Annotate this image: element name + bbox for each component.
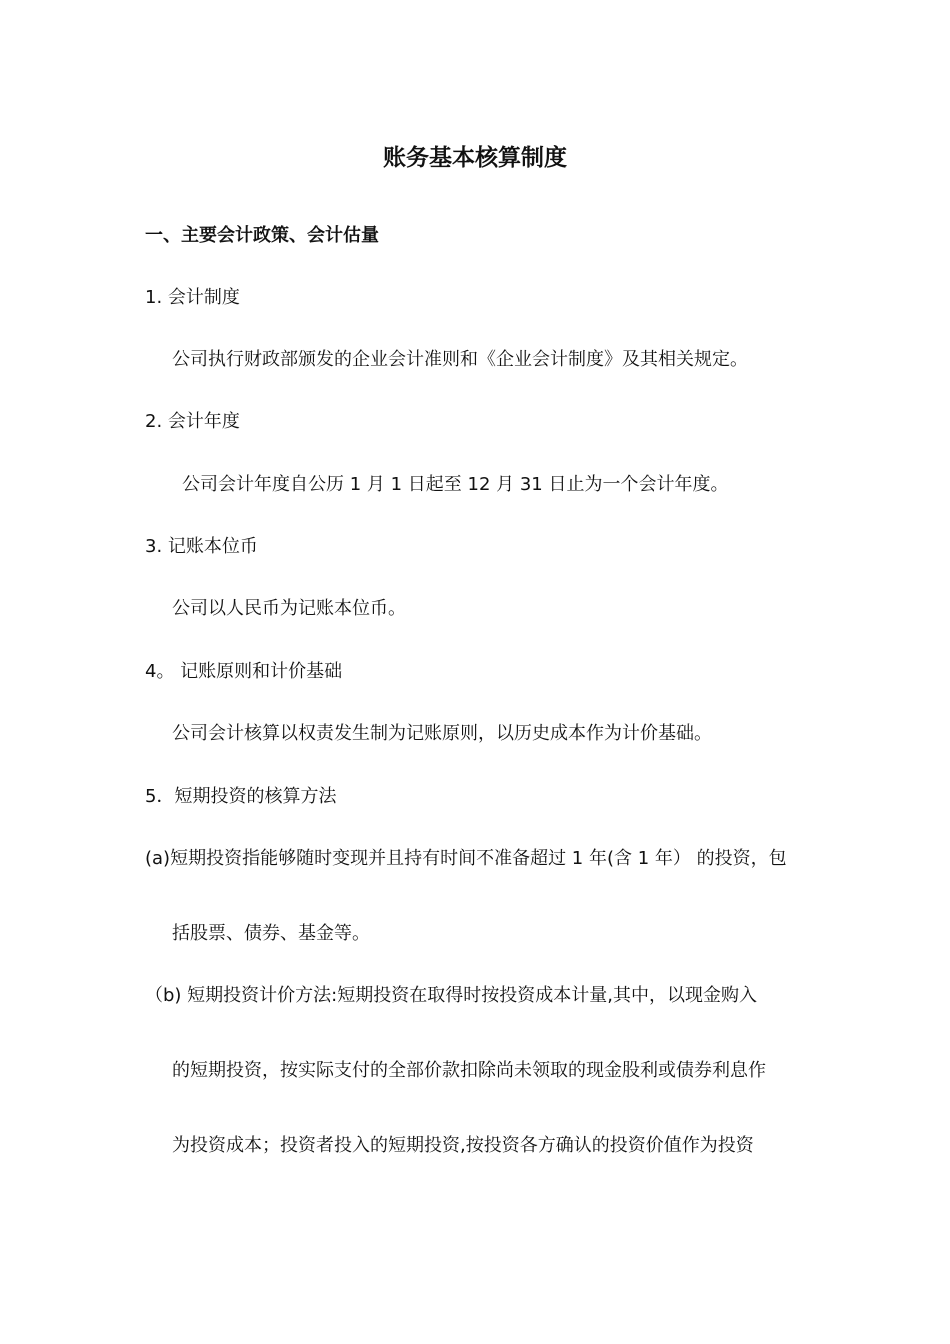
item-4-body: 公司会计核算以权责发生制为记账原则，以历史成本作为计价基础。 bbox=[172, 723, 712, 744]
section-heading: 一、主要会计政策、会计估量 bbox=[145, 225, 379, 246]
document-title: 账务基本核算制度 bbox=[383, 145, 567, 171]
item-2-heading: 2. 会计年度 bbox=[145, 411, 240, 432]
item-1-heading: 1. 会计制度 bbox=[145, 287, 240, 308]
item-2-body: 公司会计年度自公历 1 月 1 日起至 12 月 31 日止为一个会计年度。 bbox=[182, 474, 729, 495]
item-3-body: 公司以人民币为记账本位币。 bbox=[172, 598, 406, 619]
item-5a-line-2: 括股票、债券、基金等。 bbox=[172, 923, 370, 944]
item-5b-line-1: （b) 短期投资计价方法:短期投资在取得时按投资成本计量,其中，以现金购入 bbox=[145, 985, 757, 1006]
item-5-heading: 5．短期投资的核算方法 bbox=[145, 786, 337, 807]
item-5a-line-1: (a)短期投资指能够随时变现并且持有时间不准备超过 1 年(含 1 年） 的投资，包 bbox=[145, 848, 787, 869]
item-5b-line-3: 为投资成本；投资者投入的短期投资,按投资各方确认的投资价值作为投资 bbox=[172, 1135, 754, 1156]
item-1-body: 公司执行财政部颁发的企业会计准则和《企业会计制度》及其相关规定。 bbox=[172, 349, 748, 370]
item-3-heading: 3. 记账本位币 bbox=[145, 536, 258, 557]
item-5b-line-2: 的短期投资，按实际支付的全部价款扣除尚未领取的现金股利或债券利息作 bbox=[172, 1060, 766, 1081]
item-4-heading: 4。 记账原则和计价基础 bbox=[145, 661, 343, 682]
